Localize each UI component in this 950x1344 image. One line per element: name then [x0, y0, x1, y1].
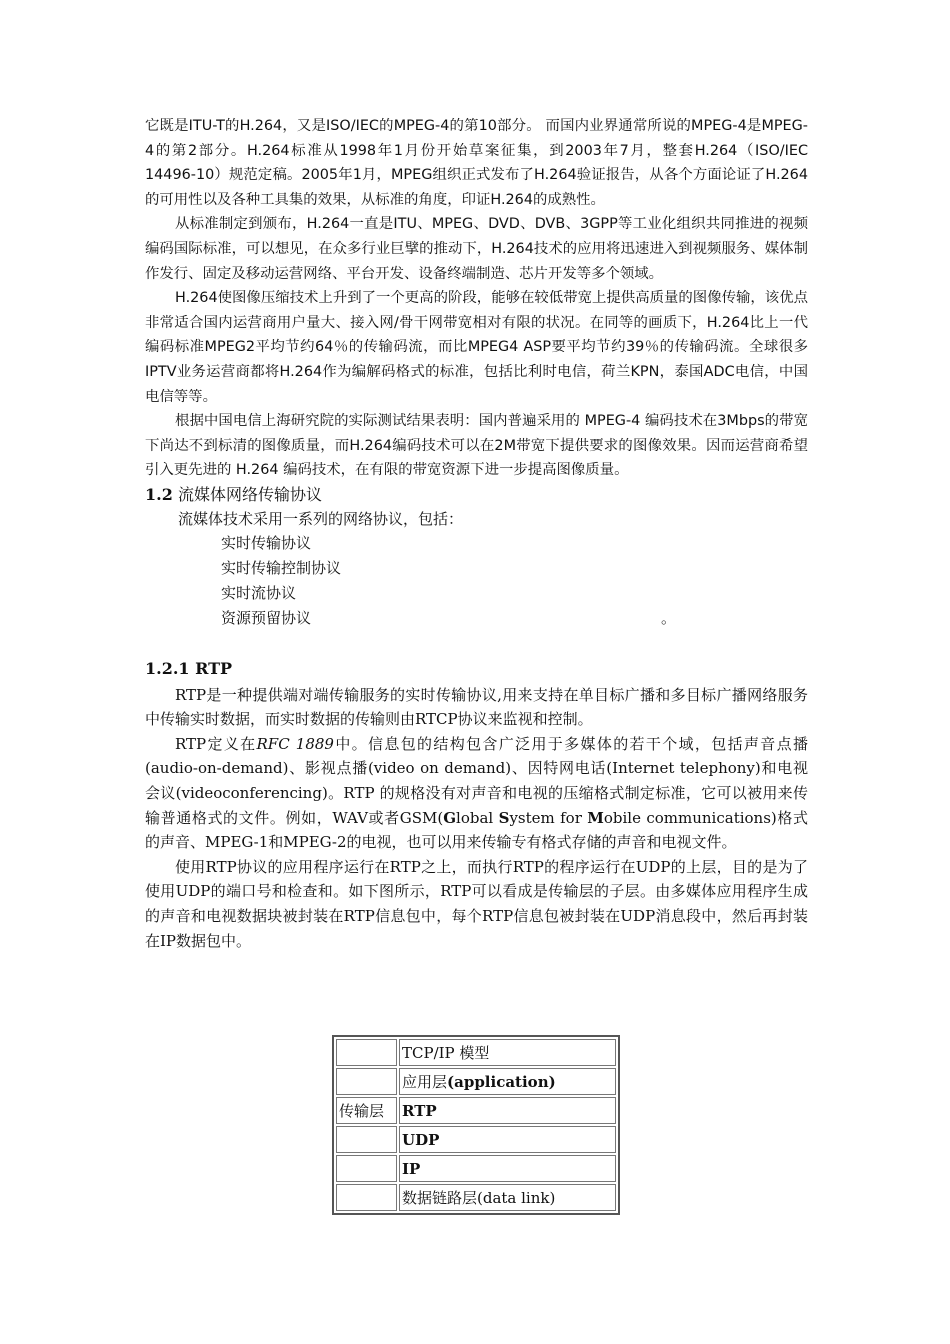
protocol-intro: 流媒体技术采用一系列的网络协议，包括：	[178, 509, 464, 528]
table-cell: UDP	[399, 1126, 616, 1153]
table-cell: TCP/IP 模型	[399, 1039, 616, 1066]
text-run: 中。信息包的结构包含广泛用于多媒体的若干个域，包括声音点播(audio-on-demand)、影视点播(video on demand)、因特网电话(Internet telephony)和电视会议(videoconferencing)。RTP 的规格没有对声音和电视的压缩格式制定标准，它可以被用来传输普通格式的文件。例如，WAV或者GSM(	[145, 734, 808, 827]
paragraph-rtp-definition: RTP是一种提供端对端传输服务的实时传输协议,用来支持在单目标广播和多目标广播网络服务中传输实时数据，而实时数据的传输则由RTCP协议来监视和控制。	[145, 685, 808, 729]
paragraph-rtp-layering: 使用RTP协议的应用程序运行在RTP之上，而执行RTP的程序运行在UDP的上层，目的是为了使用UDP的端口号和检查和。如下图所示，RTP可以看成是传输层的子层。由多媒体应用程序生成的声音和电视数据块被封装在RTP信息包中，每个RTP信息包被封装在UDP消息段中，然后再封装在IP数据包中。	[145, 857, 808, 950]
gsm-letter-m: M	[587, 808, 604, 827]
paragraph-h264-adoption: 从标准制定到颁布，H.264一直是ITU、MPEG、DVD、DVB、3GPP等工业化组织共同推进的视频编码国际标准，可以想见，在众多行业巨擘的推动下，H.264技术的应用将迅速进入到视频服务、媒体制作发行、固定及移动运营网络、平台开发、设备终端制造、芯片开发等多个领域。	[145, 216, 808, 282]
text-run: ystem for	[509, 808, 588, 827]
table-cell	[336, 1184, 397, 1211]
paragraph-h264-compression: H.264使图像压缩技术上升到了一个更高的阶段，能够在较低带宽上提供高质量的图像传输，该优点非常适合国内运营商用户量大、接入网/骨干网带宽相对有限的状况。在同等的画质下，H.264比上一代编码标准MPEG2平均节约64％的传输码流，而比MPEG4 ASP要平均节约39％的传输码流。全球很多IPTV业务运营商都将H.264作为编解码格式的标准，包括比利时电信，荷兰KPN，泰国ADC电信，中国电信等等。	[145, 290, 808, 405]
table-cell: IP	[399, 1155, 616, 1182]
list-item-label: 资源预留协议	[221, 608, 312, 627]
table-cell	[336, 1039, 397, 1066]
table-cell	[336, 1155, 397, 1182]
text-run: obile communications	[603, 808, 771, 827]
section-heading-1-2	[145, 483, 808, 507]
table-row	[336, 1155, 616, 1182]
section-number: 1.2	[145, 484, 173, 504]
protocol-list	[145, 531, 808, 630]
gsm-letter-s: S	[498, 808, 510, 827]
table-cell	[399, 1068, 616, 1095]
table-cell: 传输层	[336, 1097, 397, 1124]
list-item: 实时流协议	[221, 584, 297, 602]
table-row	[336, 1068, 616, 1095]
table-cell	[336, 1068, 397, 1095]
paragraph-rtp-rfc	[145, 732, 808, 855]
trailing-mark: 。	[661, 608, 677, 627]
tcp-ip-model-table	[332, 1035, 620, 1215]
table-row	[336, 1126, 616, 1153]
text-run: RTP定义在	[175, 734, 257, 753]
cell-text: 应用层	[402, 1073, 448, 1091]
document-page	[145, 114, 808, 953]
table-cell: RTP	[399, 1097, 616, 1124]
table-cell: 数据链路层(data link)	[399, 1184, 616, 1211]
table-row	[336, 1097, 616, 1124]
text-run: )格式的声音、MPEG-1和MPEG-2的电视，也可以用来传输专有格式存储的声音和电视文件。	[145, 808, 808, 852]
table-row	[336, 1184, 616, 1211]
text-run: lobal	[456, 808, 499, 827]
gsm-letter-g: G	[443, 808, 457, 827]
list-item	[221, 606, 808, 631]
rfc-reference: RFC 1889	[256, 734, 334, 753]
paragraph-h264-standard: 它既是ITU-T的H.264，又是ISO/IEC的MPEG-4的第10部分。 而国内业界通常所说的MPEG-4是MPEG-4的第2部分。H.264标准从1998年1月份开始草案征集，到2003年7月，整套H.264（ISO/IEC 14496-10）规范定稿。2005年1月，MPEG组织正式发布了H.264验证报告，从各个方面论证了H.264的可用性以及各种工具集的效果，从标准的角度，印证H.264的成熟性。	[145, 118, 808, 208]
cell-text-bold: (application)	[447, 1073, 556, 1091]
section-heading-1-2-1: 1.2.1 RTP	[145, 658, 233, 678]
section-title: 流媒体网络传输协议	[177, 484, 322, 504]
paragraph-h264-test-results: 根据中国电信上海研究院的实际测试结果表明：国内普遍采用的 MPEG-4 编码技术在3Mbps的带宽下尚达不到标清的图像质量，而H.264编码技术可以在2M带宽下提供要求的图像效果。因而运营商希望引入更先进的 H.264 编码技术，在有限的带宽资源下进一步提高图像质量。	[145, 413, 808, 479]
table-cell	[336, 1126, 397, 1153]
list-item: 实时传输控制协议	[221, 559, 342, 578]
table-row	[336, 1039, 616, 1066]
list-item: 实时传输协议	[221, 534, 312, 553]
